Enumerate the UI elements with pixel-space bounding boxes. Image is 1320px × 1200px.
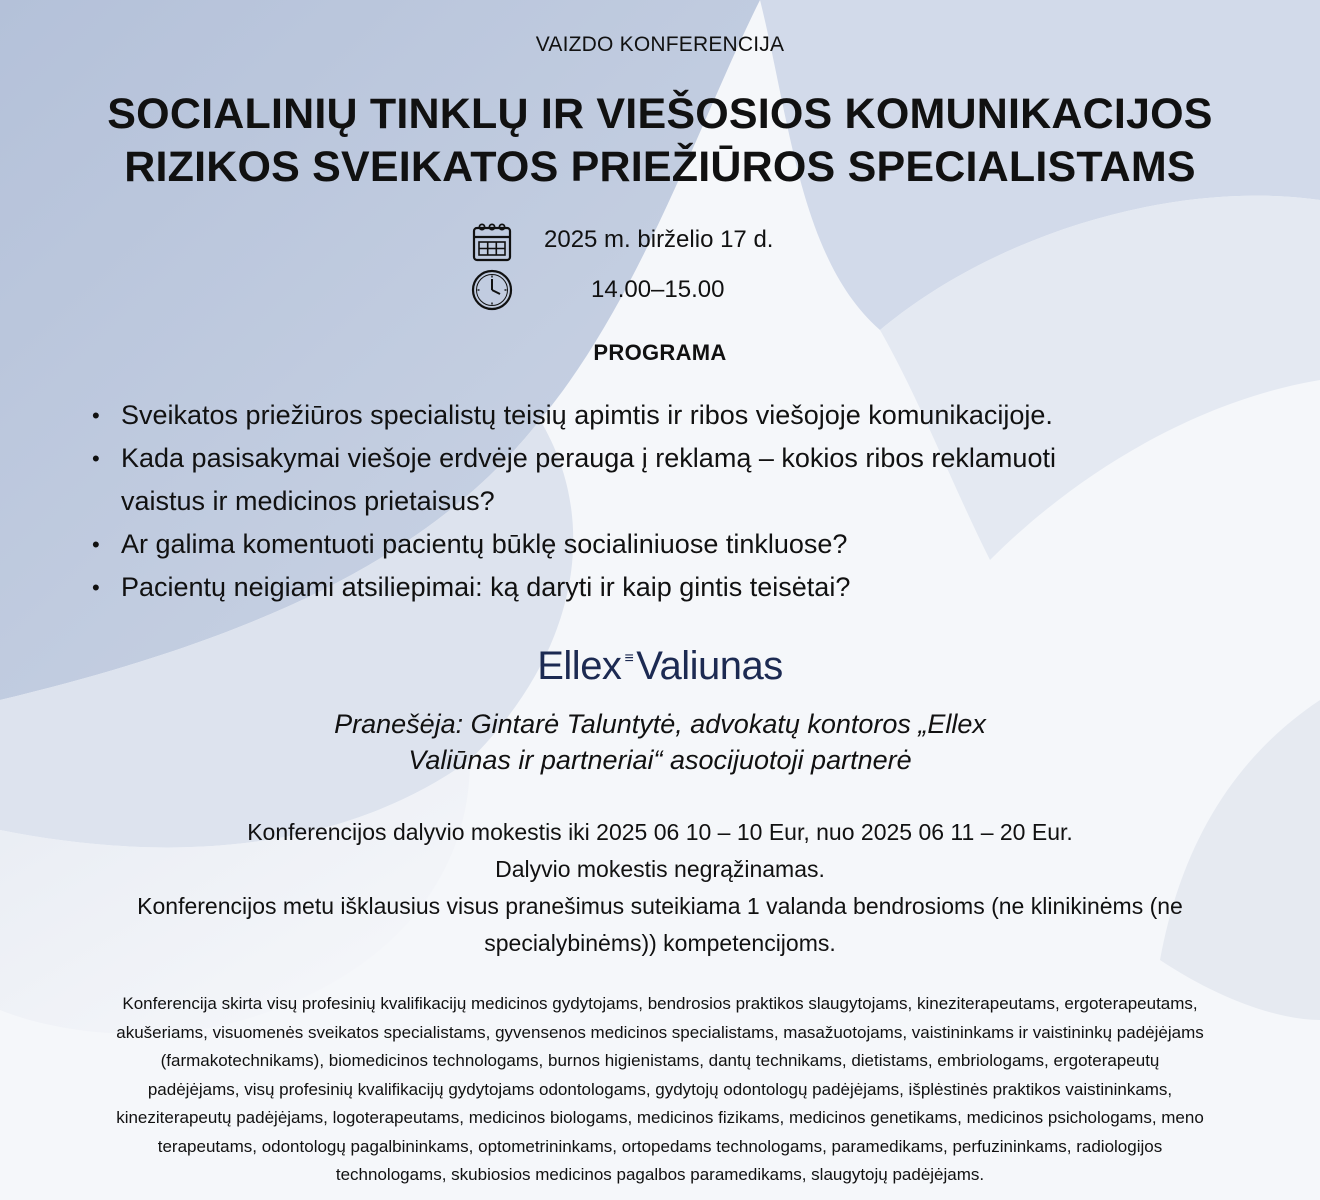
logo-mark: ≡ — [624, 650, 634, 667]
fee-line: Konferencijos metu išklausius visus pranešimus suteikiama 1 valanda bendrosioms (ne klinikinėms (ne — [137, 893, 1183, 919]
audience-line: kineziterapeutų padėjėjams, logoterapeutams, medicinos biologams, medicinos fizikams, medicinos genetikams, medicinos psichologams, meno — [116, 1108, 1204, 1127]
logo-text-right: Valiunas — [636, 644, 783, 688]
fee-line: Konferencijos dalyvio mokestis iki 2025 06 10 – 10 Eur, nuo 2025 06 11 – 20 Eur. — [247, 819, 1073, 845]
program-item — [92, 523, 1272, 566]
program-heading: PROGRAMA — [593, 340, 727, 365]
program-item-line: • Pacientų neigiami atsiliepimai: ką daryti ir kaip gintis teisėtai? — [121, 572, 851, 602]
speaker-line: Valiūnas ir partneriai“ asocijuotoji partnerė — [408, 745, 912, 775]
program-item — [92, 437, 1272, 523]
audience-line: padėjėjams, visų profesinių kvalifikacijų gydytojams odontologams, gydytojų odontologų padėjėjams, išplėstinės praktikos vaistininkams, — [147, 1079, 1173, 1099]
program-list — [92, 394, 1272, 609]
event-time: 14.00–15.00 — [591, 276, 725, 303]
fee-line: Dalyvio mokestis negrąžinamas. — [495, 856, 825, 882]
program-item-line: • Ar galima komentuoti pacientų būklę socialiniuose tinkluose? — [121, 529, 848, 559]
ellex-valiunas-logo — [0, 644, 1320, 689]
audience-info — [0, 990, 1320, 1190]
calendar-icon — [470, 220, 514, 264]
event-type-label: VAIZDO KONFERENCIJA — [535, 33, 785, 56]
audience-line: technologams, skubiosios medicinos pagalbos paramedikams, slaugytojų padėjėjams. — [335, 1165, 985, 1184]
audience-line: (farmakotechnikams), biomedicinos technologams, burnos higienistams, dantų technikams, dietistams, embriologams, ergoterapeutų — [160, 1051, 1160, 1070]
speaker-info — [0, 706, 1320, 778]
page-title — [0, 88, 1320, 194]
audience-line: akušeriams, visuomenės sveikatos specialistams, gyvensenos medicinos specialistams, masažuotojams, vaistininkams ir vaistininkų padėjėjams — [116, 1022, 1204, 1042]
event-date: 2025 m. birželio 17 d. — [544, 226, 774, 253]
program-item-line: • Kada pasisakymai viešoje erdvėje perauga į reklamą – kokios ribos reklamuoti — [121, 443, 1056, 473]
program-item-line: vaistus ir medicinos prietaisus? — [121, 486, 495, 516]
program-item — [92, 394, 1272, 437]
audience-line: Konferencija skirta visų profesinių kvalifikacijų medicinos gydytojams, bendrosios praktikos slaugytojams, kineziterapeutams, ergoterapeutams, — [122, 994, 1198, 1013]
program-item — [92, 566, 1272, 609]
title-line: SOCIALINIŲ TINKLŲ IR VIEŠOSIOS KOMUNIKACIJOS — [107, 90, 1213, 138]
title-line: RIZIKOS SVEIKATOS PRIEŽIŪROS SPECIALISTAMS — [124, 143, 1196, 191]
fee-info — [0, 814, 1320, 962]
speaker-line: Pranešėja: Gintarė Taluntytė, advokatų kontoros „Ellex — [334, 709, 986, 739]
program-item-line: • Sveikatos priežiūros specialistų teisių apimtis ir ribos viešojoje komunikacijoje. — [121, 400, 1053, 430]
logo-text-left: Ellex — [537, 644, 622, 688]
audience-line: terapeutams, odontologų pagalbininkams, optometrininkams, ortopedams technologams, paramedikams, perfuzininkams, radiologijos — [157, 1136, 1163, 1156]
clock-icon — [470, 268, 514, 312]
fee-line: specialybinėms)) kompetencijoms. — [484, 930, 836, 956]
